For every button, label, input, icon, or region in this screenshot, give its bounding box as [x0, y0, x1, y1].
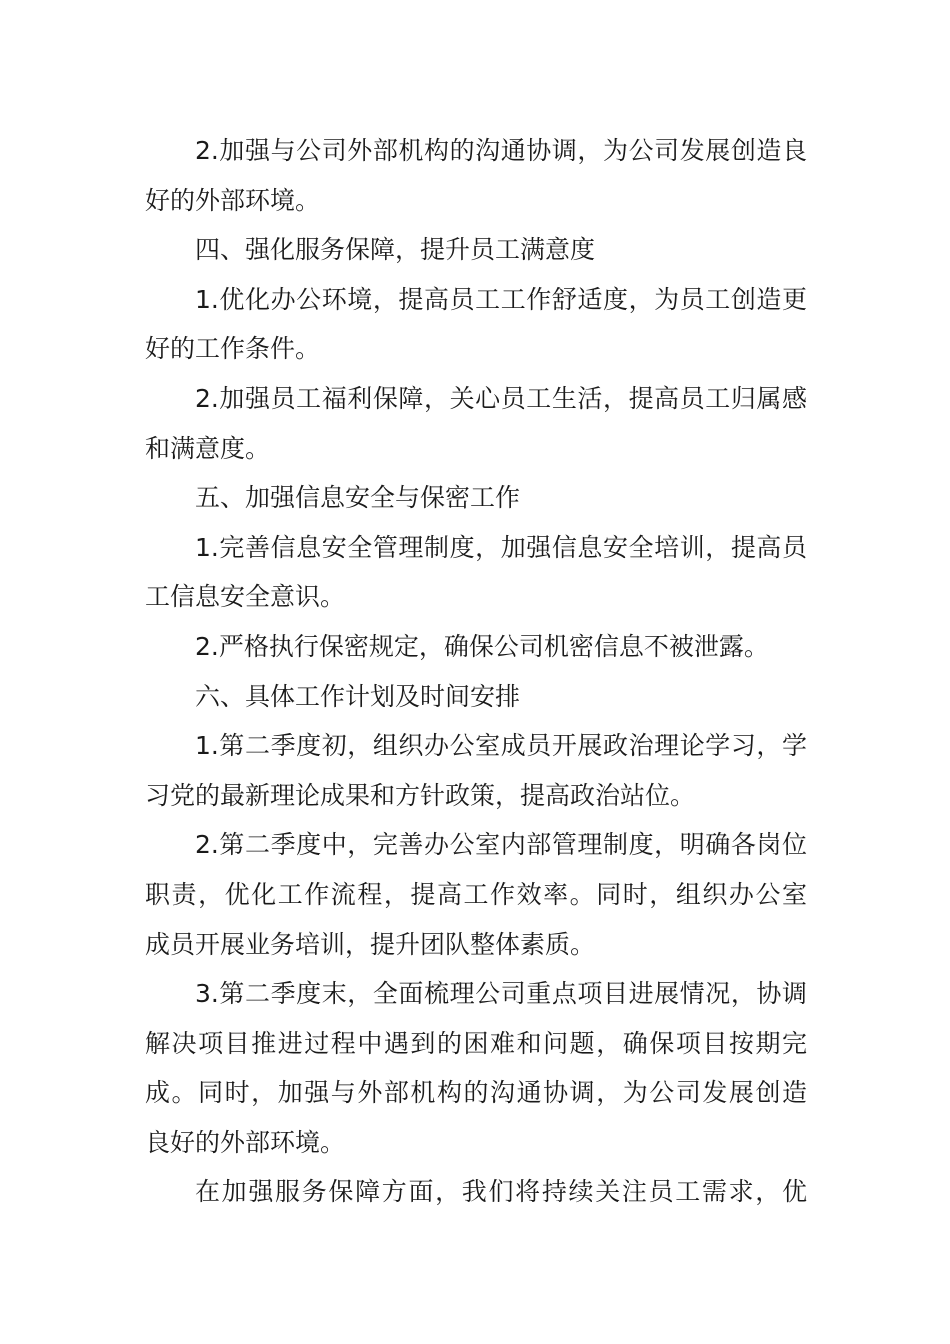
paragraph-line: 好的外部环境。 — [145, 185, 321, 215]
section-heading-5 — [145, 473, 807, 523]
paragraph-line: 1.完善信息安全管理制度，加强信息安全培训，提高员 — [195, 532, 807, 562]
paragraph-line: 工信息安全意识。 — [145, 582, 346, 612]
paragraph-line: 1.优化办公环境，提高员工工作舒适度，为员工创造更 — [195, 284, 807, 314]
paragraph-line: 在加强服务保障方面，我们将持续关注员工需求，优 — [195, 1177, 807, 1207]
document-body — [145, 126, 807, 1217]
section-heading-4 — [145, 225, 807, 275]
paragraph-line: 解决项目推进过程中遇到的困难和问题，确保项目按期完 — [145, 1028, 807, 1058]
paragraph-line: 2.加强与公司外部机构的沟通协调，为公司发展创造良 — [195, 136, 807, 165]
paragraph-line: 成员开展业务培训，提升团队整体素质。 — [145, 929, 596, 959]
paragraph-line: 和满意度。 — [145, 433, 271, 463]
paragraph-line: 习党的最新理论成果和方针政策，提高政治站位。 — [145, 780, 696, 810]
paragraph-1 — [145, 126, 807, 225]
paragraph-line: 2.加强员工福利保障，关心员工生活，提高员工归属感 — [195, 383, 807, 413]
paragraph-9 — [145, 721, 807, 820]
paragraph-line: 四、强化服务保障，提升员工满意度 — [195, 235, 596, 265]
paragraph-line: 职责，优化工作流程，提高工作效率。同时，组织办公室 — [145, 879, 807, 909]
paragraph-7 — [145, 622, 807, 672]
paragraph-10 — [145, 820, 807, 969]
paragraph-6 — [145, 523, 807, 622]
paragraph-4 — [145, 374, 807, 473]
paragraph-line: 好的工作条件。 — [145, 334, 321, 364]
paragraph-line: 良好的外部环境。 — [145, 1127, 346, 1157]
paragraph-11 — [145, 969, 807, 1167]
paragraph-12 — [145, 1167, 807, 1217]
paragraph-line: 六、具体工作计划及时间安排 — [195, 681, 521, 711]
paragraph-line: 成。同时，加强与外部机构的沟通协调，为公司发展创造 — [145, 1078, 807, 1108]
section-heading-6 — [145, 672, 807, 722]
paragraph-line: 2.严格执行保密规定，确保公司机密信息不被泄露。 — [195, 631, 769, 661]
paragraph-line: 五、加强信息安全与保密工作 — [195, 483, 521, 513]
paragraph-3 — [145, 275, 807, 374]
paragraph-line: 1.第二季度初，组织办公室成员开展政治理论学习，学 — [195, 731, 807, 761]
paragraph-line: 3.第二季度末，全面梳理公司重点项目进展情况，协调 — [195, 979, 807, 1009]
paragraph-line: 2.第二季度中，完善办公室内部管理制度，明确各岗位 — [195, 830, 807, 860]
